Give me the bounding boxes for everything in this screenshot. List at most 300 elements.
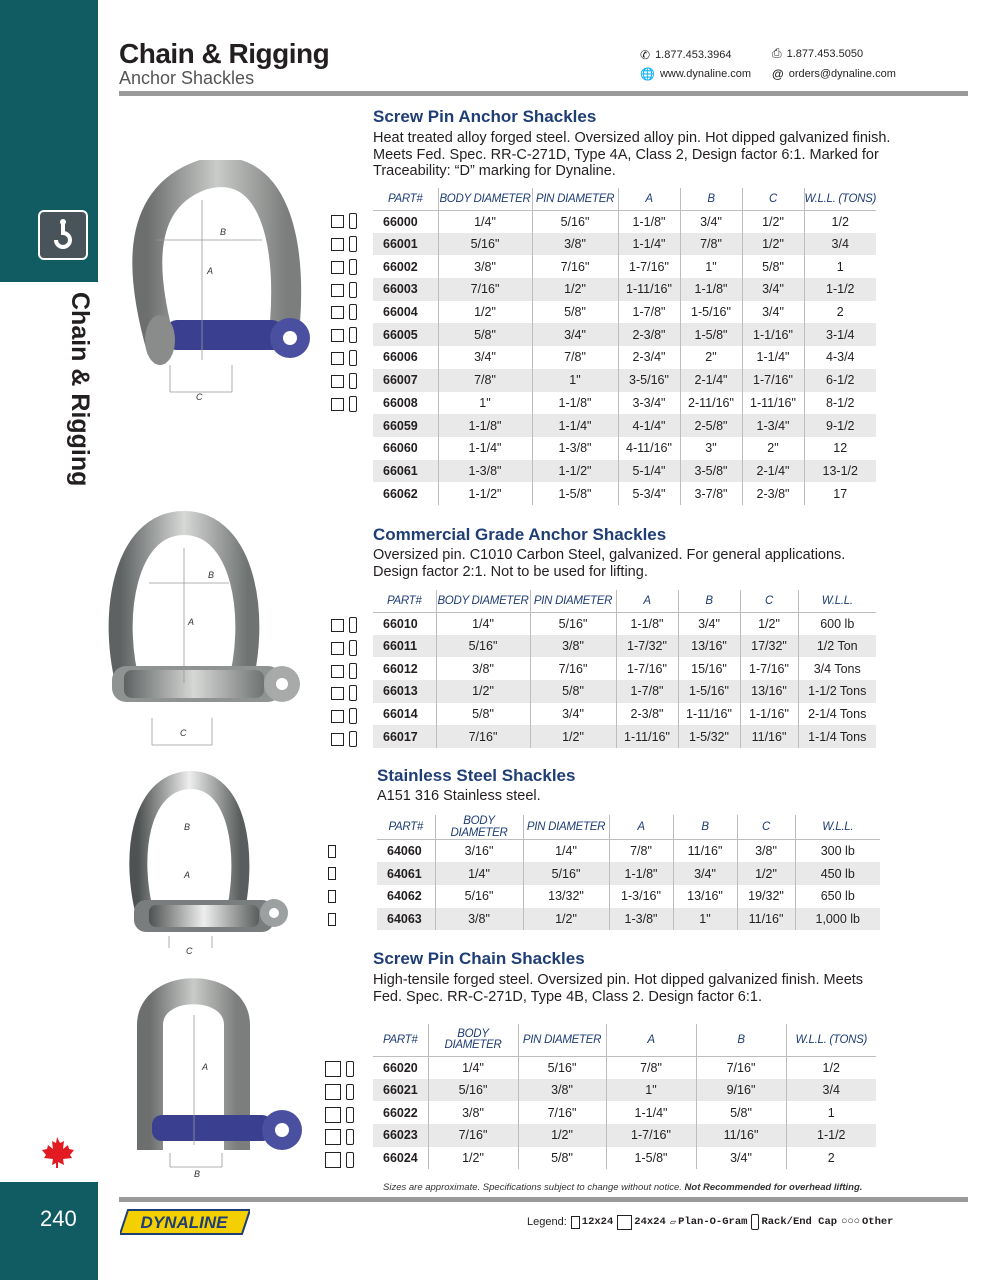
12x24-box-icon [331, 238, 344, 251]
dimension-label-a: A [188, 617, 195, 627]
table-cell: 1-1/4 Tons [798, 725, 876, 748]
table-cell: 17 [804, 482, 876, 505]
table-cell: 5/16" [523, 862, 609, 885]
table-cell: 12 [804, 437, 876, 460]
table-row [373, 210, 876, 233]
table-cell: 3/8" [438, 255, 532, 278]
legend-marker-row [331, 663, 357, 679]
section-title-stainless-steel: Stainless Steel Shackles [377, 766, 576, 785]
section-desc-commercial-grade: Oversized pin. C1010 Carbon Steel, galvanized. For general applications. Design factor 2:1. Not to be used for lifting. [373, 547, 846, 580]
table-cell: 1-1/4" [742, 346, 804, 369]
table-cell: 1-3/4" [742, 414, 804, 437]
table-cell: 4-1/4" [618, 414, 680, 437]
page-title: Chain & Rigging [119, 38, 330, 69]
table-cell: 1-7/32" [616, 635, 678, 658]
screw-pin-chain-shackle-image [122, 975, 322, 1185]
table-row [373, 725, 876, 748]
table-cell: 1-1/4" [618, 233, 680, 256]
column-header: PART# [373, 590, 436, 612]
table-cell: 1-7/8" [618, 301, 680, 324]
part-number-cell: 64063 [377, 908, 435, 931]
table-row [373, 703, 876, 726]
part-number-cell: 66024 [373, 1147, 428, 1170]
12x24-box-icon [331, 284, 344, 297]
24x24-box-icon [325, 1084, 341, 1100]
table-cell: 1-3/8" [438, 460, 532, 483]
part-number-cell: 64060 [377, 840, 435, 863]
legend-marker-row [331, 731, 357, 747]
table-cell: 1 [786, 1101, 876, 1124]
table-cell: 1" [532, 369, 618, 392]
column-header: W.L.L. (TONS) [786, 1024, 876, 1056]
rack-end-cap-icon [751, 1214, 759, 1230]
table-cell: 2-1/4" [680, 369, 742, 392]
table-cell: 5/16" [532, 210, 618, 233]
12x24-box-icon [331, 352, 344, 365]
part-number-cell: 66005 [373, 323, 438, 346]
column-header: PART# [373, 1024, 428, 1056]
table-cell: 3-1/4 [804, 323, 876, 346]
header-divider [119, 91, 968, 96]
table-cell: 1-1/8" [680, 278, 742, 301]
table-cell: 5/8" [518, 1147, 606, 1170]
table-cell: 1-3/8" [609, 908, 673, 931]
table-cell: 3/4" [673, 862, 737, 885]
legend-marker-row [328, 913, 336, 926]
table-row [373, 635, 876, 658]
table-cell: 1,000 lb [795, 908, 880, 931]
table-header-row [373, 188, 876, 210]
email-contact [772, 67, 896, 81]
table-cell: 7/16" [436, 725, 530, 748]
footnote [383, 1182, 862, 1193]
table-row [373, 482, 876, 505]
table-cell: 1/4" [435, 862, 523, 885]
part-number-cell: 66017 [373, 725, 436, 748]
table-cell: 1-1/4" [438, 437, 532, 460]
table-cell: 3/4" [680, 210, 742, 233]
table-cell: 9/16" [696, 1079, 786, 1102]
section-desc-screw-pin-chain: High-tensile forged steel. Oversized pin. Hot dipped galvanized finish. Meets Fed. Spec. RR-C-271D, Type 4B, Class 2. Design factor 6:1. [373, 972, 864, 1005]
table-cell: 2-3/4" [618, 346, 680, 369]
part-number-cell: 66008 [373, 392, 438, 415]
part-number-cell: 66061 [373, 460, 438, 483]
column-header: BODY DIAMETER [438, 188, 532, 210]
table-cell: 13/16" [673, 885, 737, 908]
dimension-label-b: B [220, 227, 227, 237]
table-cell: 3/4" [530, 703, 616, 726]
rack-end-cap-icon [349, 282, 357, 298]
table-cell: 2-11/16" [680, 392, 742, 415]
12x24-box-icon [331, 329, 344, 342]
column-header: B [673, 815, 737, 840]
column-header: PIN DIAMETER [518, 1024, 606, 1056]
legend-marker-row [331, 640, 357, 656]
table-cell: 7/8" [680, 233, 742, 256]
column-header: A [618, 188, 680, 210]
table-cell: 1/2" [428, 1147, 518, 1170]
legend-item-label: Plan-O-Gram [678, 1216, 748, 1228]
plan-o-gram-icon: ▱ [669, 1216, 677, 1229]
column-header: A [606, 1024, 696, 1056]
table-cell: 5/16" [438, 233, 532, 256]
table-cell: 1-1/8" [532, 392, 618, 415]
part-number-cell: 66059 [373, 414, 438, 437]
spec-table-stainless-steel [377, 815, 880, 930]
rack-end-cap-icon [346, 1107, 354, 1123]
table-cell: 1-7/8" [616, 680, 678, 703]
legend-label: Legend: [527, 1216, 567, 1228]
table-cell: 3-5/16" [618, 369, 680, 392]
footer-divider [119, 1197, 968, 1202]
table-cell: 1-5/8" [532, 482, 618, 505]
table-row [377, 885, 880, 908]
page-subtitle: Anchor Shackles [119, 68, 255, 88]
table-cell: 5/16" [428, 1079, 518, 1102]
legend-marker-row [331, 213, 357, 229]
24x24-box-icon [325, 1152, 341, 1168]
table-header-row [373, 1024, 876, 1056]
table-cell: 13-1/2 [804, 460, 876, 483]
table-cell: 3/4" [742, 301, 804, 324]
dynaline-logo [120, 1208, 250, 1236]
column-header: BODY DIAMETER [428, 1024, 518, 1056]
legend-marker-row [331, 259, 357, 275]
column-header: B [696, 1024, 786, 1056]
legend-marker-row [325, 1084, 354, 1100]
table-body [373, 210, 876, 505]
column-header: B [678, 590, 740, 612]
table-cell: 3" [680, 437, 742, 460]
footnote-text: Sizes are approximate. Specifications subject to change without notice. [383, 1182, 682, 1193]
rack-end-cap-icon [349, 663, 357, 679]
table-cell: 1/2" [742, 210, 804, 233]
fax-number[interactable]: 1.877.453.5050 [786, 47, 864, 60]
table-cell: 3/16" [435, 840, 523, 863]
table-cell: 600 lb [798, 612, 876, 635]
table-row [373, 301, 876, 324]
table-cell: 5/16" [518, 1056, 606, 1079]
table-row [373, 437, 876, 460]
table-row [373, 1079, 876, 1102]
column-header: C [737, 815, 795, 840]
dimension-label-a: A [207, 266, 214, 276]
12x24-box-icon [331, 642, 344, 655]
other-marker-icon [328, 867, 336, 880]
table-cell: 1-7/16" [740, 657, 798, 680]
table-cell: 3/4" [438, 346, 532, 369]
part-number-cell: 66007 [373, 369, 438, 392]
section-desc-screw-pin-anchor: Heat treated alloy forged steel. Oversized alloy pin. Hot dipped galvanized finish. Meets Fed. Spec. RR-C-271D, Type 4A, Class 2, Design factor 6:1. Marked for Traceability: “D” marking for Dynaline. [373, 130, 891, 179]
part-number-cell: 64062 [377, 885, 435, 908]
page-number: 240 [40, 1206, 77, 1231]
part-number-cell: 66012 [373, 657, 436, 680]
12x24-box-icon [331, 733, 344, 746]
column-header: BODY DIAMETER [436, 590, 530, 612]
12x24-box-icon [331, 261, 344, 274]
part-number-cell: 66023 [373, 1124, 428, 1147]
table-cell: 5/8" [532, 301, 618, 324]
column-header: PIN DIAMETER [523, 815, 609, 840]
table-cell: 13/32" [523, 885, 609, 908]
phone-number[interactable]: 1.877.453.3964 [655, 49, 732, 61]
table-row [373, 1056, 876, 1079]
rack-end-cap-icon [349, 350, 357, 366]
table-cell: 13/16" [740, 680, 798, 703]
legend-marker-row [331, 304, 357, 320]
table-cell: 8-1/2 [804, 392, 876, 415]
table-cell: 1-11/16" [678, 703, 740, 726]
table-cell: 1/2 [786, 1056, 876, 1079]
24x24-box-icon [325, 1061, 341, 1077]
table-cell: 7/8" [609, 840, 673, 863]
table-cell: 1/2" [518, 1124, 606, 1147]
table-cell: 5/8" [530, 680, 616, 703]
table-row [373, 414, 876, 437]
legend-item-label: 12x24 [581, 1216, 614, 1228]
column-header: W.L.L. [795, 815, 880, 840]
table-cell: 1-1/8" [609, 862, 673, 885]
legend-marker-row [328, 845, 336, 858]
hook-icon [38, 210, 88, 260]
rack-end-cap-icon [349, 304, 357, 320]
column-header: A [609, 815, 673, 840]
rack-end-cap-icon [346, 1152, 354, 1168]
table-cell: 5/16" [530, 612, 616, 635]
table-cell: 1-7/16" [618, 255, 680, 278]
12x24-box-icon [331, 687, 344, 700]
table-cell: 1-3/8" [532, 437, 618, 460]
part-number-cell: 66021 [373, 1079, 428, 1102]
legend-marker-row [328, 890, 336, 903]
24x24-box-icon [325, 1107, 341, 1123]
table-cell: 5/8" [436, 703, 530, 726]
rack-end-cap-icon [349, 731, 357, 747]
legend-marker-row [325, 1061, 354, 1077]
table-cell: 1-11/16" [616, 725, 678, 748]
table-cell: 1/4" [438, 210, 532, 233]
table-cell: 1-5/16" [680, 301, 742, 324]
table-cell: 1/2" [737, 862, 795, 885]
12x24-box-icon [331, 398, 344, 411]
table-cell: 1-1/8" [618, 210, 680, 233]
dimension-label-b: B [194, 1169, 201, 1179]
table-cell: 3/8" [737, 840, 795, 863]
table-row [377, 840, 880, 863]
section-title-commercial-grade: Commercial Grade Anchor Shackles [373, 525, 667, 544]
rack-end-cap-icon [346, 1129, 354, 1145]
legend-item-other [841, 1216, 893, 1228]
table-cell: 5/8" [438, 323, 532, 346]
column-header: W.L.L. (TONS) [804, 188, 876, 210]
legend-item-label: Other [861, 1216, 894, 1228]
12x24-box-icon [331, 375, 344, 388]
section-title-screw-pin-anchor: Screw Pin Anchor Shackles [373, 107, 597, 126]
sidebar-vertical-label: Chain & Rigging [66, 292, 94, 487]
table-cell: 7/16" [518, 1101, 606, 1124]
table-body [373, 612, 876, 748]
12x24-box-icon [571, 1216, 580, 1229]
part-number-cell: 64061 [377, 862, 435, 885]
table-cell: 7/16" [438, 278, 532, 301]
table-cell: 1-11/16" [618, 278, 680, 301]
table-cell: 3/4 [786, 1079, 876, 1102]
table-cell: 2" [680, 346, 742, 369]
table-cell: 1-7/16" [742, 369, 804, 392]
column-header: B [680, 188, 742, 210]
legend-marker-row [331, 327, 357, 343]
table-cell: 2-3/8" [742, 482, 804, 505]
table-cell: 5-1/4" [618, 460, 680, 483]
table-cell: 2" [742, 437, 804, 460]
part-number-cell: 66014 [373, 703, 436, 726]
rack-end-cap-icon [349, 373, 357, 389]
table-cell: 7/16" [530, 657, 616, 680]
table-row [377, 862, 880, 885]
table-cell: 7/8" [606, 1056, 696, 1079]
table-cell: 1-5/32" [678, 725, 740, 748]
table-cell: 1-1/2 Tons [798, 680, 876, 703]
table-header-row [377, 815, 880, 840]
column-header: C [740, 590, 798, 612]
12x24-box-icon [331, 306, 344, 319]
12x24-box-icon [331, 710, 344, 723]
legend-marker-row [331, 236, 357, 252]
table-row [373, 460, 876, 483]
rack-end-cap-icon [349, 685, 357, 701]
table-cell: 1/2" [532, 278, 618, 301]
other-marker-icon [328, 913, 336, 926]
phone-contact [640, 48, 732, 62]
table-cell: 2-3/8" [618, 323, 680, 346]
part-number-cell: 66003 [373, 278, 438, 301]
rack-end-cap-icon [349, 327, 357, 343]
table-cell: 1/2" [523, 908, 609, 931]
rack-end-cap-icon [349, 213, 357, 229]
table-cell: 1/2" [740, 612, 798, 635]
table-cell: 1-1/2 [786, 1124, 876, 1147]
table-cell: 3/4 [804, 233, 876, 256]
table-cell: 1-5/8" [606, 1147, 696, 1170]
at-icon: @ [772, 67, 784, 81]
sidebar [0, 0, 98, 1280]
part-number-cell: 66010 [373, 612, 436, 635]
table-row [373, 323, 876, 346]
fax-contact [772, 46, 863, 61]
table-cell: 19/32" [737, 885, 795, 908]
12x24-box-icon [331, 665, 344, 678]
table-cell: 1" [673, 908, 737, 931]
table-cell: 3-7/8" [680, 482, 742, 505]
column-header: A [616, 590, 678, 612]
table-row [373, 278, 876, 301]
legend-item-rack-end-cap [751, 1214, 837, 1230]
section-desc-stainless-steel: A151 316 Stainless steel. [377, 788, 541, 804]
phone-icon: ✆ [640, 48, 651, 62]
part-number-cell: 66006 [373, 346, 438, 369]
table-cell: 5/8" [742, 255, 804, 278]
table-cell: 1-11/16" [742, 392, 804, 415]
column-header: PIN DIAMETER [530, 590, 616, 612]
other-marker-icon [328, 890, 336, 903]
table-header-row [373, 590, 876, 612]
table-row [373, 233, 876, 256]
part-number-cell: 66013 [373, 680, 436, 703]
legend-item-label: 24x24 [634, 1216, 666, 1228]
table-cell: 6-1/2 [804, 369, 876, 392]
table-cell: 2-1/4" [742, 460, 804, 483]
part-number-cell: 66022 [373, 1101, 428, 1124]
sidebar-vertical-label-wrap [16, 292, 106, 492]
legend-item-label: Rack/End Cap [761, 1216, 838, 1228]
column-header: PART# [377, 815, 435, 840]
table-cell: 1-1/16" [742, 323, 804, 346]
rack-end-cap-icon [349, 617, 357, 633]
dimension-label-b: B [208, 570, 215, 580]
column-header: BODY DIAMETER [435, 815, 523, 840]
table-cell: 3/8" [435, 908, 523, 931]
dimension-label-a: A [202, 1062, 209, 1072]
table-cell: 3-5/8" [680, 460, 742, 483]
legend-marker-row [331, 708, 357, 724]
table-cell: 1/2 [804, 210, 876, 233]
table-cell: 2-3/8" [616, 703, 678, 726]
other-dots-icon: ○○○ [841, 1216, 860, 1228]
legend-marker-row [328, 867, 336, 880]
table-cell: 5/16" [436, 635, 530, 658]
website-link[interactable]: www.dynaline.com [659, 68, 752, 80]
footnote-warning: Not Recommended for overhead lifting. [684, 1182, 863, 1193]
spec-table-screw-pin-chain [373, 1024, 876, 1169]
table-body [373, 1056, 876, 1169]
table-row [373, 1147, 876, 1170]
table-cell: 11/16" [696, 1124, 786, 1147]
table-cell: 1" [606, 1079, 696, 1102]
legend-marker-row [325, 1129, 354, 1145]
table-cell: 1/2" [530, 725, 616, 748]
table-cell: 1-1/2" [532, 460, 618, 483]
table-cell: 1-1/2" [438, 482, 532, 505]
legend [527, 1214, 893, 1230]
table-cell: 7/8" [532, 346, 618, 369]
legend-marker-row [331, 282, 357, 298]
table-cell: 1/2" [742, 233, 804, 256]
table-cell: 1-5/16" [678, 680, 740, 703]
table-cell: 1-1/4" [606, 1101, 696, 1124]
column-header: PIN DIAMETER [532, 188, 618, 210]
legend-marker-row [325, 1152, 354, 1168]
table-cell: 1-7/16" [606, 1124, 696, 1147]
dimension-label-c: C [196, 392, 203, 402]
rack-end-cap-icon [346, 1084, 354, 1100]
table-cell: 15/16" [678, 657, 740, 680]
table-cell: 5-3/4" [618, 482, 680, 505]
table-cell: 1-1/4" [532, 414, 618, 437]
column-header: W.L.L. [798, 590, 876, 612]
table-cell: 5/16" [435, 885, 523, 908]
legend-item-plan-o-gram [670, 1216, 748, 1229]
legend-marker-row [331, 685, 357, 701]
table-row [373, 680, 876, 703]
table-cell: 2 [804, 301, 876, 324]
email-link[interactable]: orders@dynaline.com [788, 68, 896, 80]
12x24-box-icon [331, 619, 344, 632]
dimension-label-c: C [180, 728, 187, 738]
globe-icon: 🌐 [640, 67, 655, 81]
commercial-grade-shackle-image [104, 508, 304, 753]
table-cell: 3/4" [678, 612, 740, 635]
part-number-cell: 66004 [373, 301, 438, 324]
